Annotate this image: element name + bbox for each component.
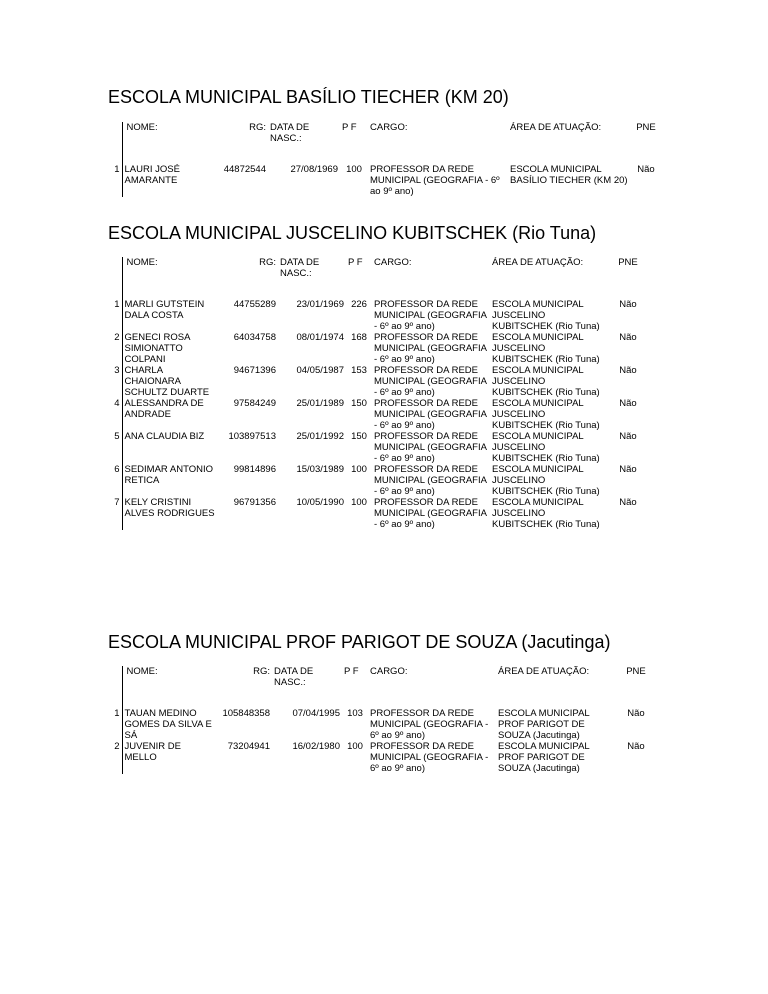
col-cargo: CARGO: [370,666,408,677]
cell-cargo: PROFESSOR DA REDE MUNICIPAL (GEOGRAFIA - 6º ao 9º ano) [374,497,487,530]
cell-data: 25/01/1992 [296,431,344,442]
cell-pf: 100 [346,164,362,175]
cell-nome: SEDIMAR ANTONIO RETICA [124,464,214,486]
col-area: ÁREA DE ATUAÇÃO: [498,666,590,677]
row-number: 7 [108,497,122,530]
cell-pne: Não [627,708,645,719]
col-pf: P F [342,122,357,133]
col-data: DATA DE NASC.: [274,666,314,688]
cell-rg: 96791356 [233,497,276,508]
cell-pne: Não [619,431,637,442]
cell-cargo: PROFESSOR DA REDE MUNICIPAL (GEOGRAFIA - 6º ao 9º ano) [374,464,487,497]
cell-pne: Não [619,332,637,343]
table-row [108,164,660,197]
table-row [108,332,648,365]
col-pne: PNE [636,122,656,133]
table-row [108,708,656,741]
cell-area: ESCOLA MUNICIPAL PROF PARIGOT DE SOUZA (Jacutinga) [498,708,590,741]
col-cargo: CARGO: [374,257,412,268]
cell-rg: 94671396 [233,365,276,376]
staff-table [108,122,660,197]
cell-area: ESCOLA MUNICIPAL JUSCELINO KUBITSCHEK (Rio Tuna) [492,464,600,497]
cell-pf: 168 [351,332,367,343]
cell-area: ESCOLA MUNICIPAL JUSCELINO KUBITSCHEK (Rio Tuna) [492,365,600,398]
row-number: 4 [108,398,122,431]
section-basilio-tiecher [108,86,668,197]
col-pf: P F [344,666,359,677]
cell-nome: LAURI JOSÉ AMARANTE [124,164,180,186]
table-header [108,666,656,708]
col-rg: RG: [249,122,266,133]
cell-nome: KELY CRISTINI ALVES RODRIGUES [124,497,215,519]
row-number: 1 [108,708,122,741]
table-row [108,299,648,332]
cell-cargo: PROFESSOR DA REDE MUNICIPAL (GEOGRAFIA - 6º ao 9º ano) [374,398,487,431]
table-row [108,464,648,497]
cell-pf: 150 [351,431,367,442]
cell-nome: GENECI ROSA SIMIONATTO COLPANI [124,332,190,365]
cell-pf: 100 [351,497,367,508]
cell-pf: 100 [351,464,367,475]
cell-rg: 44872544 [223,164,266,175]
cell-rg: 44755289 [233,299,276,310]
cell-pne: Não [637,164,655,175]
cell-cargo: PROFESSOR DA REDE MUNICIPAL (GEOGRAFIA - 6º ao 9º ano) [374,332,487,365]
cell-area: ESCOLA MUNICIPAL JUSCELINO KUBITSCHEK (Rio Tuna) [492,497,600,530]
col-nome: NOME: [126,122,158,133]
cell-area: ESCOLA MUNICIPAL JUSCELINO KUBITSCHEK (Rio Tuna) [492,431,600,464]
cell-pne: Não [619,299,637,310]
cell-rg: 105848358 [222,708,270,719]
cell-pf: 153 [351,365,367,376]
cell-pne: Não [619,365,637,376]
col-data: DATA DE NASC.: [270,122,310,144]
col-nome: NOME: [126,666,158,677]
row-number: 1 [108,299,122,332]
col-nome: NOME: [126,257,158,268]
cell-nome: TAUAN MEDINO GOMES DA SILVA E SÁ [124,708,212,741]
cell-pf: 226 [351,299,367,310]
cell-cargo: PROFESSOR DA REDE MUNICIPAL (GEOGRAFIA - 6º ao 9º ano) [370,741,489,774]
cell-area: ESCOLA MUNICIPAL JUSCELINO KUBITSCHEK (Rio Tuna) [492,332,600,365]
cell-cargo: PROFESSOR DA REDE MUNICIPAL (GEOGRAFIA - 6º ao 9º ano) [374,365,487,398]
cell-cargo: PROFESSOR DA REDE MUNICIPAL (GEOGRAFIA - 6º ao 9º ano) [374,299,487,332]
cell-area: ESCOLA MUNICIPAL JUSCELINO KUBITSCHEK (Rio Tuna) [492,398,600,431]
section-juscelino-kubitschek [108,222,668,530]
cell-data: 16/02/1980 [292,741,340,752]
row-number: 2 [108,741,122,774]
col-data: DATA DE NASC.: [280,257,320,279]
cell-nome: MARLI GUTSTEIN DALA COSTA [124,299,205,321]
cell-pf: 100 [347,741,363,752]
cell-data: 15/03/1989 [296,464,344,475]
col-cargo: CARGO: [370,122,408,133]
table-header [108,122,660,164]
cell-rg: 99814896 [233,464,276,475]
row-number: 2 [108,332,122,365]
cell-cargo: PROFESSOR DA REDE MUNICIPAL (GEOGRAFIA - 6º ao 9º ano) [374,431,487,464]
cell-rg: 97584249 [233,398,276,409]
cell-rg: 73204941 [227,741,270,752]
table-row [108,431,648,464]
cell-pf: 150 [351,398,367,409]
table-row [108,741,656,774]
cell-data: 04/05/1987 [296,365,344,376]
cell-pne: Não [627,741,645,752]
table-header [108,257,648,299]
cell-data: 07/04/1995 [292,708,340,719]
cell-area: ESCOLA MUNICIPAL JUSCELINO KUBITSCHEK (Rio Tuna) [492,299,600,332]
cell-cargo: PROFESSOR DA REDE MUNICIPAL (GEOGRAFIA - 6º ao 9º ano) [370,708,489,741]
section-title: ESCOLA MUNICIPAL PROF PARIGOT DE SOUZA (Jacutinga) [108,632,611,652]
col-area: ÁREA DE ATUAÇÃO: [510,122,602,133]
cell-data: 10/05/1990 [296,497,344,508]
cell-pne: Não [619,464,637,475]
col-pne: PNE [626,666,646,677]
col-area: ÁREA DE ATUAÇÃO: [492,257,584,268]
cell-nome: ALESSANDRA DE ANDRADE [124,398,204,420]
row-number: 3 [108,365,122,398]
cell-data: 27/08/1969 [290,164,338,175]
table-body [108,708,656,774]
cell-cargo: PROFESSOR DA REDE MUNICIPAL (GEOGRAFIA - 6º ao 9º ano) [370,164,500,197]
cell-nome: ANA CLAUDIA BIZ [124,431,205,442]
cell-rg: 103897513 [228,431,276,442]
cell-data: 25/01/1989 [296,398,344,409]
table-row [108,365,648,398]
col-rg: RG: [259,257,276,268]
table-body [108,299,648,530]
cell-pf: 103 [347,708,363,719]
row-number: 1 [108,164,122,197]
row-number: 6 [108,464,122,497]
cell-area: ESCOLA MUNICIPAL PROF PARIGOT DE SOUZA (Jacutinga) [498,741,590,774]
cell-nome: CHARLA CHAIONARA SCHULTZ DUARTE [124,365,210,398]
table-row [108,398,648,431]
staff-table [108,666,656,774]
section-title: ESCOLA MUNICIPAL JUSCELINO KUBITSCHEK (Rio Tuna) [108,223,597,243]
section-title: ESCOLA MUNICIPAL BASÍLIO TIECHER (KM 20) [108,87,509,107]
cell-pne: Não [619,497,637,508]
cell-data: 08/01/1974 [296,332,344,343]
col-pne: PNE [618,257,638,268]
col-pf: P F [348,257,363,268]
cell-pne: Não [619,398,637,409]
table-row [108,497,648,530]
cell-data: 23/01/1969 [296,299,344,310]
col-rg: RG: [253,666,270,677]
cell-area: ESCOLA MUNICIPAL BASÍLIO TIECHER (KM 20) [510,164,628,186]
cell-rg: 64034758 [233,332,276,343]
row-number: 5 [108,431,122,464]
staff-table [108,257,648,530]
section-parigot-de-souza [108,631,668,774]
cell-nome: JUVENIR DE MELLO [124,741,181,763]
